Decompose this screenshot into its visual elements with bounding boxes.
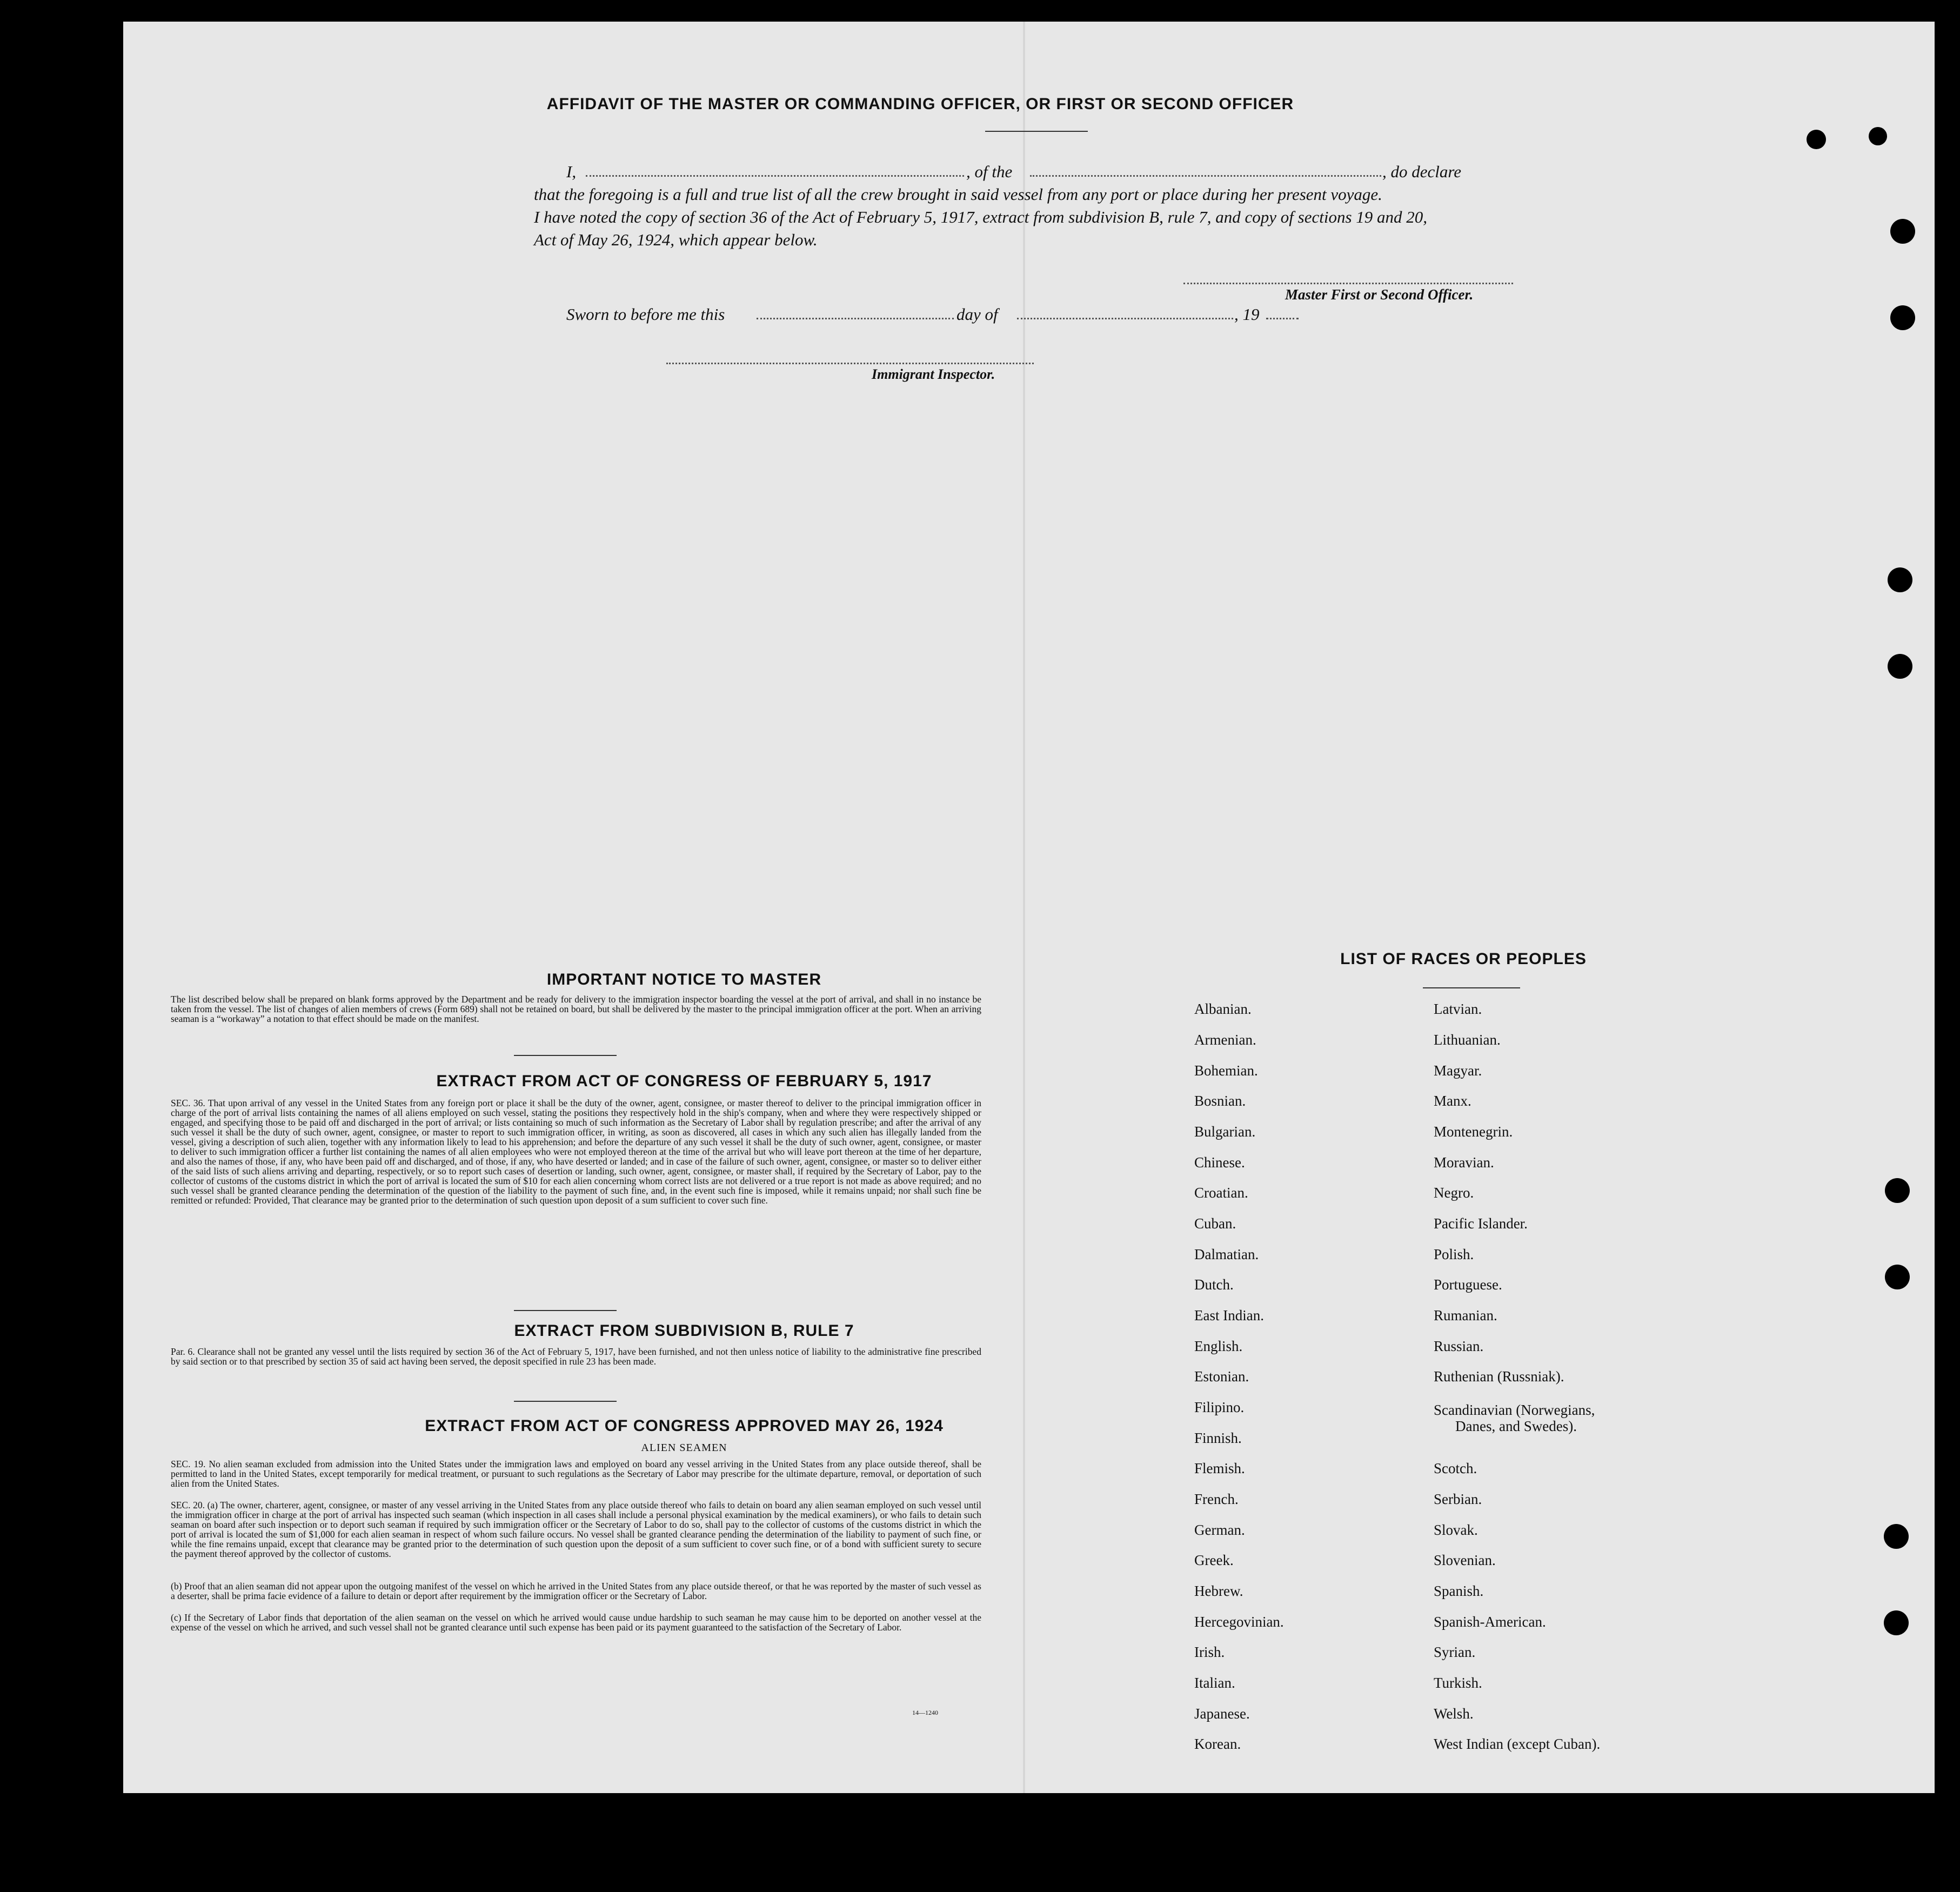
sworn-line — [566, 304, 1431, 327]
inspector-blank-field[interactable] — [666, 363, 1034, 364]
race-item: Flemish. — [1194, 1460, 1245, 1476]
race-item: Syrian. — [1434, 1644, 1476, 1660]
race-item: Montenegrin. — [1434, 1124, 1513, 1140]
races-title: LIST OF RACES OR PEOPLES — [1340, 950, 1587, 968]
race-item: Italian. — [1194, 1675, 1235, 1691]
race-item: Ruthenian (Russniak). — [1434, 1368, 1564, 1385]
punch-hole — [1888, 567, 1912, 592]
race-item: Negro. — [1434, 1185, 1474, 1201]
punch-hole — [1885, 1265, 1910, 1289]
punch-hole — [1869, 127, 1887, 145]
race-item: Rumanian. — [1434, 1307, 1497, 1323]
race-item: Russian. — [1434, 1338, 1484, 1354]
race-item: Finnish. — [1194, 1430, 1242, 1446]
punch-hole — [1890, 305, 1915, 330]
declaration-line-2: that the foregoing is a full and true list of all the crew brought in said vessel from any port or place during her present voyage. — [534, 185, 1382, 204]
divider — [1423, 987, 1520, 988]
race-item: Lithuanian. — [1434, 1032, 1501, 1048]
signature-label: Master First or Second Officer. — [1285, 286, 1474, 303]
notice-title: IMPORTANT NOTICE TO MASTER — [546, 971, 822, 988]
affidavit-title: AFFIDAVIT OF THE MASTER OR COMMANDING OFFICER, OR FIRST OR SECOND OFFICER — [546, 95, 1294, 113]
document-page — [123, 22, 1935, 1793]
race-item: French. — [1194, 1491, 1239, 1507]
race-item: West Indian (except Cuban). — [1434, 1736, 1601, 1752]
race-item: Magyar. — [1434, 1062, 1482, 1079]
race-item: Slovak. — [1434, 1522, 1478, 1538]
race-item: Dalmatian. — [1194, 1246, 1259, 1262]
race-item: Irish. — [1194, 1644, 1225, 1660]
race-item: Portuguese. — [1434, 1276, 1502, 1293]
divider — [514, 1055, 617, 1056]
race-item: Polish. — [1434, 1246, 1474, 1262]
sworn-day-blank-field[interactable] — [757, 318, 954, 319]
inspector-label: Immigrant Inspector. — [872, 366, 995, 382]
decl-do-declare: , do declare — [1382, 162, 1462, 181]
extract-rule7-title: EXTRACT FROM SUBDIVISION B, RULE 7 — [514, 1322, 854, 1340]
vessel-blank-field[interactable] — [1030, 175, 1381, 177]
race-item: Pacific Islander. — [1434, 1215, 1528, 1232]
race-item: Spanish-American. — [1434, 1614, 1546, 1630]
race-item: Bulgarian. — [1194, 1124, 1256, 1140]
divider — [514, 1401, 617, 1402]
race-item: Scotch. — [1434, 1460, 1477, 1476]
race-item: Filipino. — [1194, 1399, 1245, 1415]
sec-20a-text: SEC. 20. (a) The owner, charterer, agent, consignee, or master of any vessel arriving in the United States from any place outside thereof who fails to detain on board any alien seaman employed on such vessel until the immigration officer in charge at the port of arrival has inspected such seaman (which inspection in all cases shall include a personal physical examination by the medical examiners), or who fails to detain such seaman on board after such inspection or to deport such seaman if required by such immigration officer or the Secretary of Labor to do so, shall pay to the collector of customs of the customs district in which the port of arrival is located the sum of $1,000 for each alien seaman in respect of whom such failure occurs. No vessel shall be granted clearance pending the determination of the liability to payment of such fine, or while the fine remains unpaid, except that clearance may be granted prior to the determination of such question upon the deposit of a sum sufficient to cover such fine, or of a bond with sufficient surety to secure the payment thereof approved by the collector of customs. — [171, 1500, 981, 1559]
punch-hole — [1807, 130, 1826, 149]
extract-1924-title: EXTRACT FROM ACT OF CONGRESS APPROVED MAY 26, 1924 — [425, 1417, 944, 1435]
sworn-month-blank-field[interactable] — [1017, 318, 1233, 319]
sec-20c-text: (c) If the Secretary of Labor finds that deportation of the alien seaman on the vessel on which he arrived would cause undue hardship to such seaman he may cause him to be deported on another vessel at the expense of the vessel on which he arrived, and such vessel shall not be granted clearance until such expense has been paid or its payment guaranteed to the satisfaction of the Secretary of Labor. — [171, 1612, 981, 1633]
race-item: Croatian. — [1194, 1185, 1248, 1201]
race-item: Danes, and Swedes). — [1455, 1418, 1577, 1434]
race-item: Turkish. — [1434, 1675, 1482, 1691]
race-item: Albanian. — [1194, 1001, 1252, 1017]
decl-of-the: , of the — [966, 162, 1013, 181]
race-item: Hercegovinian. — [1194, 1614, 1284, 1630]
race-item: German. — [1194, 1522, 1245, 1538]
punch-hole — [1884, 1610, 1909, 1635]
race-item: Japanese. — [1194, 1706, 1250, 1722]
sworn-year: , 19 — [1234, 305, 1260, 324]
punch-hole — [1884, 1524, 1909, 1549]
race-item: Bohemian. — [1194, 1062, 1258, 1079]
sworn-year-blank-field[interactable] — [1266, 318, 1299, 319]
sworn-day-of: day of — [956, 305, 998, 324]
race-item: Armenian. — [1194, 1032, 1256, 1048]
sec-19-text: SEC. 19. No alien seaman excluded from admission into the United States under the immigration laws and employed on board any vessel arriving in the United States from any place outside thereof, shall be permitted to land in the United States, except temporarily for medical treatment, or pursuant to such regulations as the Secretary of Labor may prescribe for the ultimate departure, removal, or deportation of such alien from the United States. — [171, 1459, 981, 1489]
race-item: Moravian. — [1434, 1154, 1494, 1171]
race-item: Dutch. — [1194, 1276, 1234, 1293]
sworn-prefix: Sworn to before me this — [566, 305, 725, 324]
extract-1924-subtitle: ALIEN SEAMEN — [641, 1442, 727, 1454]
race-item: Serbian. — [1434, 1491, 1482, 1507]
decl-i: I, — [566, 162, 577, 181]
race-item: English. — [1194, 1338, 1243, 1354]
punch-hole — [1888, 654, 1912, 679]
divider — [514, 1310, 617, 1311]
race-item: Chinese. — [1194, 1154, 1245, 1171]
extract-1917-title: EXTRACT FROM ACT OF CONGRESS OF FEBRUARY 5, 1917 — [436, 1072, 932, 1090]
notice-text: The list described below shall be prepared on blank forms approved by the Department and be ready for delivery to the immigration inspector boarding the vessel at the port of arrival, and shall in no instance be taken from the vessel. The list of changes of alien members of crews (Form 689) shall not be retained on board, but shall be delivered by the master to the principal immigration officer at the port. When an arriving seaman is a “workaway” a notation to that effect should be made on the manifest. — [171, 994, 981, 1024]
race-item: Bosnian. — [1194, 1093, 1246, 1109]
name-blank-field[interactable] — [586, 175, 964, 177]
race-item: East Indian. — [1194, 1307, 1264, 1323]
race-item: Scandinavian (Norwegians, — [1434, 1402, 1595, 1418]
signature-blank-field[interactable] — [1183, 283, 1513, 284]
form-number: 14—1240 — [912, 1709, 938, 1716]
page-fold — [1023, 22, 1025, 1793]
race-item: Estonian. — [1194, 1368, 1249, 1385]
race-item: Manx. — [1434, 1093, 1471, 1109]
title-divider — [985, 131, 1088, 132]
punch-hole — [1890, 219, 1915, 244]
race-item: Welsh. — [1434, 1706, 1474, 1722]
race-item: Spanish. — [1434, 1583, 1484, 1599]
race-item: Cuban. — [1194, 1215, 1236, 1232]
declaration-line-4: Act of May 26, 1924, which appear below. — [534, 230, 818, 249]
race-item: Slovenian. — [1434, 1552, 1496, 1568]
declaration-line-3: I have noted the copy of section 36 of the Act of February 5, 1917, extract from subdivision B, rule 7, and copy of sections 19 and 20, — [534, 208, 1428, 226]
punch-hole — [1885, 1178, 1910, 1203]
sec-20b-text: (b) Proof that an alien seaman did not appear upon the outgoing manifest of the vessel on which he arrived in the United States from any place outside thereof, or that he was reported by the master of such vessel as a deserter, shall be prima facie evidence of a failure to detain or deport after requirement by the immigration officer or the Secretary of Labor. — [171, 1581, 981, 1601]
race-item: Korean. — [1194, 1736, 1241, 1752]
race-item: Greek. — [1194, 1552, 1234, 1568]
race-item: Latvian. — [1434, 1001, 1482, 1017]
extract-1917-text: SEC. 36. That upon arrival of any vessel in the United States from any foreign port or place it shall be the duty of the owner, agent, consignee, or master thereof to deliver to the principal immigration officer in charge of the port of arrival lists containing the names of all aliens employed on such vessel, stating the positions they respectively hold in the ship's company, when and where they were respectively shipped or engaged, and specifying those to be paid off and discharged in the port of arrival; or lists containing so much of such information as the Secretary of Labor shall by regulation prescribe; and after the arrival of any such vessel it shall be the duty of such owner, agent, consignee, or master to report to such immigration officer, in writing, as soon as discovered, all cases in which any such alien has illegally landed from the vessel, giving a description of such alien, together with any information likely to lead to his apprehension; and before the departure of any such vessel it shall be the duty of such owner, agent, consignee, or master to deliver to such immigration officer a further list containing the names of all alien employees who were not employed thereon at the time of the arrival but who will leave port thereon at the time of her departure, and also the names of those, if any, who have been paid off and discharged, and of those, if any, who have deserted or landed; and in case of the failure of such owner, agent, consignee, or master so to deliver either of the said lists of such aliens arriving and departing, respectively, or so to report such cases of desertion or landing, such owner, agent, consignee, or master shall, if required by the Secretary of Labor, pay to the collector of customs of the customs district in which the port of arrival is located the sum of $10 for each alien concerning whom correct lists are not delivered or a true report is not made as above required; and no such vessel shall be granted clearance pending the determination of the question of the liability to the payment of such fine, and, in the event such fine is imposed, while it remains unpaid; nor shall such fine be remitted or refunded: Provided, That clearance may be granted prior to the determination of such question upon deposit of a sum sufficient to cover such fine. — [171, 1098, 981, 1206]
declaration-line-1 — [566, 161, 1636, 185]
race-item: Hebrew. — [1194, 1583, 1243, 1599]
extract-rule7-text: Par. 6. Clearance shall not be granted any vessel until the lists required by section 36 of the Act of February 5, 1917, have been furnished, and not then unless notice of liability to the administrative fine prescribed by said section or to that prescribed by section 35 of said act having been served, the deposit specified in rule 23 has been made. — [171, 1346, 981, 1367]
